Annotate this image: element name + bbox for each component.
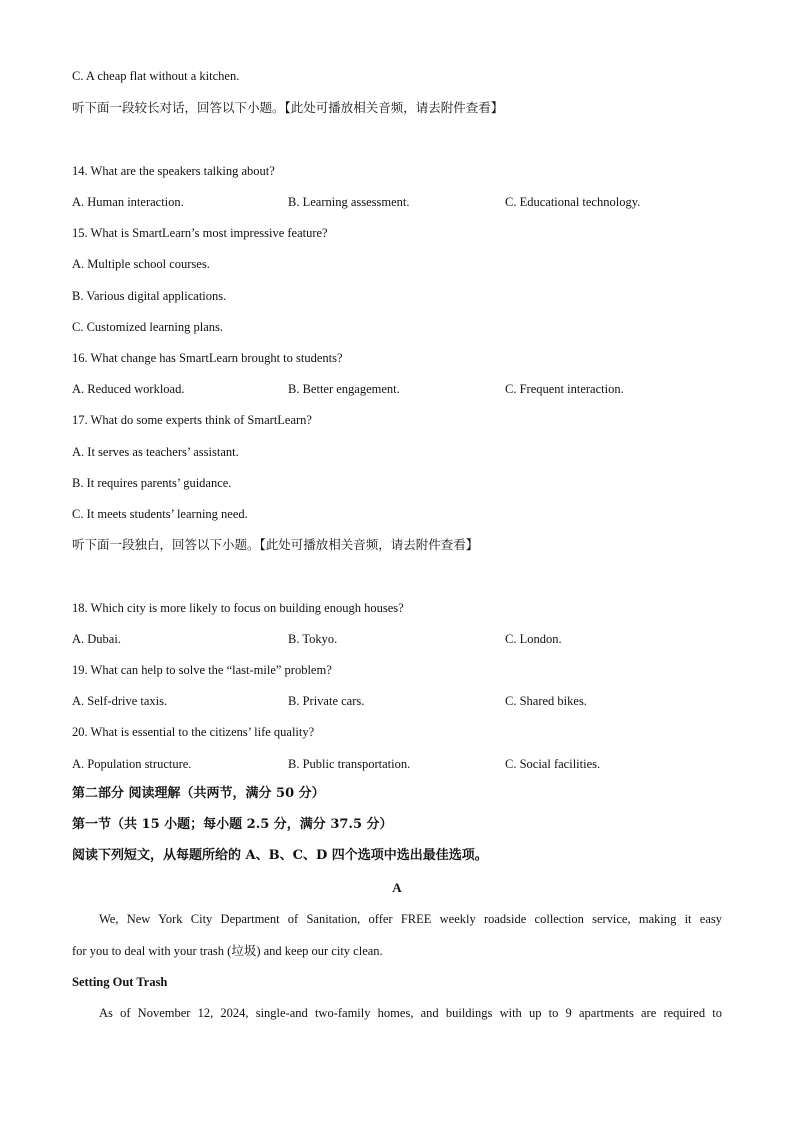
q16-question: 16. What change has SmartLearn brought to students? bbox=[72, 351, 343, 365]
q15-option-a: A. Multiple school courses. bbox=[72, 257, 210, 271]
q15-option-c: C. Customized learning plans. bbox=[72, 320, 224, 334]
q19-option-c: C. Shared bikes. bbox=[505, 694, 587, 708]
q18-option-c: C. London. bbox=[505, 632, 562, 646]
q15-option-b: B. Various digital applications. bbox=[72, 289, 227, 303]
passage-paragraph-1-line-1: We, New York City Department of Sanitation, offer FREE weekly roadside collection service, making it easy bbox=[99, 912, 722, 926]
section1-heading: 第一节（共 15 小题；每小题 2.5 分，满分 37.5 分） bbox=[72, 817, 393, 832]
q20-option-c: C. Social facilities. bbox=[505, 757, 601, 771]
q14-option-b: B. Learning assessment. bbox=[288, 195, 410, 209]
q20-option-a: A. Population structure. bbox=[72, 757, 192, 771]
passage-subheading: Setting Out Trash bbox=[72, 975, 168, 989]
q18-option-b: B. Tokyo. bbox=[288, 632, 338, 646]
q20-question: 20. What is essential to the citizens’ life quality? bbox=[72, 725, 315, 739]
q17-option-c: C. It meets students’ learning need. bbox=[72, 507, 248, 521]
q17-option-a: A. It serves as teachers’ assistant. bbox=[72, 445, 239, 459]
dialogue-instruction: 听下面一段较长对话，回答以下小题。【此处可播放相关音频，请去附件查看】 bbox=[72, 100, 504, 115]
passage-paragraph-2-line-1: As of November 12, 2024, single-and two-family homes, and buildings with up to 9 apartments are required to bbox=[99, 1006, 722, 1020]
monologue-instruction: 听下面一段独白，回答以下小题。【此处可播放相关音频，请去附件查看】 bbox=[72, 537, 479, 552]
passage-letter: A bbox=[392, 880, 402, 895]
q19-option-b: B. Private cars. bbox=[288, 694, 365, 708]
q16-option-c: C. Frequent interaction. bbox=[505, 382, 624, 396]
q17-option-b: B. It requires parents’ guidance. bbox=[72, 476, 232, 490]
reading-directions: 阅读下列短文，从每题所给的 A、B、C、D 四个选项中选出最佳选项。 bbox=[72, 848, 488, 863]
q16-option-b: B. Better engagement. bbox=[288, 382, 400, 396]
q16-option-a: A. Reduced workload. bbox=[72, 382, 185, 396]
q18-question: 18. Which city is more likely to focus on building enough houses? bbox=[72, 601, 404, 615]
q13-option-c: C. A cheap flat without a kitchen. bbox=[72, 69, 240, 83]
q14-option-c: C. Educational technology. bbox=[505, 195, 641, 209]
q19-question: 19. What can help to solve the “last-mile” problem? bbox=[72, 663, 332, 677]
passage-paragraph-1-line-2: for you to deal with your trash (垃圾) and keep our city clean. bbox=[72, 944, 383, 958]
q14-question: 14. What are the speakers talking about? bbox=[72, 164, 275, 178]
q19-option-a: A. Self-drive taxis. bbox=[72, 694, 168, 708]
q17-question: 17. What do some experts think of SmartLearn? bbox=[72, 413, 312, 427]
part2-heading: 第二部分 阅读理解（共两节，满分 50 分） bbox=[72, 786, 325, 801]
q20-option-b: B. Public transportation. bbox=[288, 757, 411, 771]
q18-option-a: A. Dubai. bbox=[72, 632, 121, 646]
q14-option-a: A. Human interaction. bbox=[72, 195, 184, 209]
q15-question: 15. What is SmartLearn’s most impressive feature? bbox=[72, 226, 328, 240]
